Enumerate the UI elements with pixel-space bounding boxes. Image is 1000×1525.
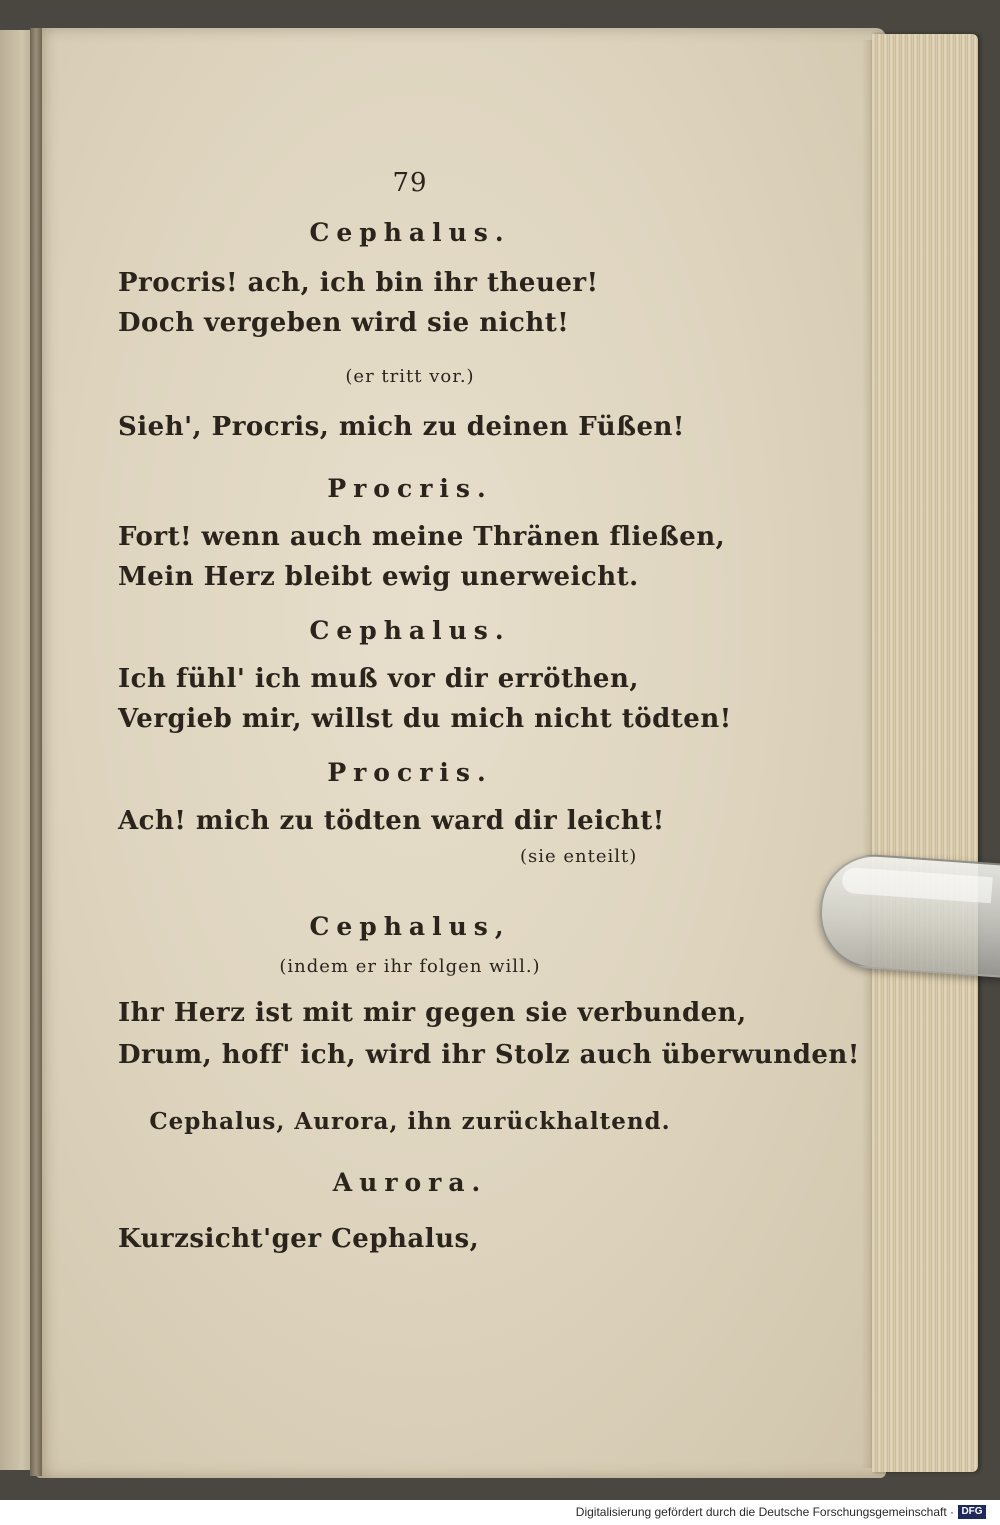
- verse-line: Sieh', Procris, mich zu deinen Füßen!: [118, 412, 685, 442]
- verse-line: Drum, hoff' ich, wird ihr Stolz auch überwunden!: [118, 1040, 860, 1070]
- verse-line: Vergieb mir, willst du mich nicht tödten!: [118, 704, 732, 734]
- book-gutter: [30, 28, 42, 1476]
- verse-line: Ach! mich zu tödten ward dir leicht!: [118, 806, 665, 836]
- verse-line: Ich fühl' ich muß vor dir erröthen,: [118, 664, 639, 694]
- stage-direction: (indem er ihr folgen will.): [279, 956, 541, 977]
- verse-line: Procris! ach, ich bin ihr theuer!: [118, 268, 599, 298]
- speaker-heading: Cephalus.: [309, 616, 511, 645]
- verse-line: Doch vergeben wird sie nicht!: [118, 308, 570, 338]
- page-stack-edge: [872, 34, 978, 1472]
- speaker-heading: Cephalus,: [309, 912, 511, 941]
- speaker-heading: Procris.: [327, 758, 493, 787]
- page-text-block: [110, 0, 860, 1500]
- stage-direction: (sie enteilt): [520, 846, 638, 867]
- verse-line: Kurzsicht'ger Cephalus,: [118, 1224, 480, 1254]
- dfg-logo-icon: DFG: [958, 1505, 986, 1519]
- speaker-heading: Aurora.: [332, 1168, 488, 1197]
- verse-line: Mein Herz bleibt ewig unerweicht.: [118, 562, 639, 592]
- verse-line: Fort! wenn auch meine Thränen fließen,: [118, 522, 726, 552]
- footer-bar: [0, 1500, 1000, 1525]
- speaker-heading: Procris.: [327, 474, 493, 503]
- page-number: 79: [392, 168, 428, 198]
- speaker-heading: Cephalus.: [309, 218, 511, 247]
- scene-heading: Cephalus, Aurora, ihn zurückhaltend.: [149, 1108, 671, 1135]
- verse-line: Ihr Herz ist mit mir gegen sie verbunden,: [118, 998, 747, 1028]
- funding-credit: Digitalisierung gefördert durch die Deutsche Forschungsgemeinschaft ·: [575, 1505, 954, 1519]
- stage-direction: (er tritt vor.): [345, 366, 475, 387]
